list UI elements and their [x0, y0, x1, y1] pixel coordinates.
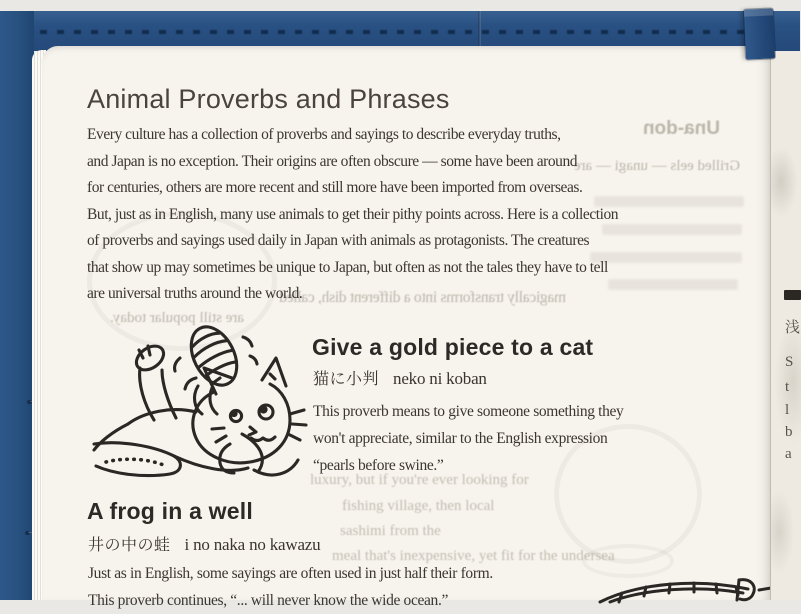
ghost-text-mirrored: Una-don [642, 118, 720, 139]
body-line: This proverb continues, “... will never know the wide ocean.” [88, 592, 449, 609]
motion-mark [250, 356, 257, 364]
cat-koban-illustration [92, 316, 304, 488]
intro-line: are universal truths around the world. [87, 285, 303, 302]
intro-line: of proverbs and sayings used daily in Japan with animals as protagonists. The creatures [87, 232, 590, 249]
well-illustration-fragment [598, 578, 773, 602]
ghost-bowl-base [582, 544, 674, 578]
intro-line: Every culture has a collection of proverbs and sayings to describe everyday truths, [87, 126, 561, 143]
ghost-text-mirrored: Grilled eels — unagi — are [573, 158, 740, 174]
proverb-heading-cat: Give a gold piece to a cat [312, 334, 594, 360]
page-title: Animal Proverbs and Phrases [87, 84, 450, 114]
proverb-body-cat [313, 398, 623, 479]
next-page-heading-fragment [784, 290, 801, 300]
intro-line: and Japan is no exception. Their origins are often obscure — some have been around [87, 152, 578, 170]
paw-pad-dots [106, 459, 166, 466]
cat-right-ear [262, 358, 286, 386]
body-line: won't appreciate, similar to the English expression [313, 430, 608, 447]
body-line: This proverb means to give someone something they [313, 403, 624, 420]
proverb-japanese-cat [313, 366, 487, 389]
next-page-text-fragment: 浅 [785, 320, 801, 336]
next-page-text-fragment: t [785, 379, 790, 395]
whisker [216, 436, 226, 442]
leather-cover-top-edge [0, 11, 800, 51]
whisker [212, 428, 224, 429]
intro-line: for centuries, others are more recent and still more have been imported from overseas. [87, 179, 583, 196]
romaji-text: i no naka no kawazu [184, 535, 321, 554]
pen-holder-strap [744, 8, 775, 59]
whisker [292, 424, 306, 425]
intro-line: that show up may sometimes be unique to Japan, but often as not the tales they have to tell [87, 258, 608, 276]
body-line: “pearls before swine.” [313, 457, 444, 474]
ghost-line-smudge [602, 224, 742, 235]
japanese-text: 井の中の蛙 [88, 537, 171, 554]
notebook-page [42, 46, 770, 609]
proverb-body-frog [88, 560, 493, 614]
next-page-text-fragment: S [785, 354, 794, 370]
ghost-text-mirrored: magically transforms into a different dish, called [279, 289, 566, 306]
proverb-japanese-frog [88, 532, 320, 555]
leather-cover-left-edge [0, 11, 34, 600]
ghost-text-showthrough: fishing village, then local [342, 498, 495, 514]
ghost-text-showthrough: sashimi from the [340, 523, 441, 539]
cat-nose [249, 427, 256, 435]
next-page-text-fragment: a [785, 446, 792, 462]
ghost-text-showthrough: meal that's inexpensive, yet fit for the undersea [332, 548, 615, 564]
body-line: Just as in English, some sayings are often used in just half their form. [88, 565, 493, 582]
proverb-heading-frog: A frog in a well [87, 498, 253, 524]
next-page-sliver [770, 52, 801, 600]
cat-mouth [251, 437, 275, 441]
motion-mark [243, 337, 252, 346]
intro-line: But, just as in English, many use animals to get their pithy points across. Here is a collection [87, 205, 619, 223]
japanese-text: 猫に小判 [313, 371, 380, 388]
ghost-text-mirrored: are still popular today. [110, 310, 244, 326]
whisker [290, 410, 304, 414]
romaji-text: neko ni koban [393, 369, 487, 388]
next-page-text-fragment: b [785, 424, 793, 440]
whisker [288, 434, 300, 440]
next-page-text-fragment: l [785, 402, 790, 418]
motion-mark [175, 358, 180, 371]
ghost-text-showthrough: luxury, but if you're ever looking for [310, 472, 529, 488]
ghost-line-smudge [608, 279, 738, 290]
cover-stitching [6, 30, 766, 34]
intro-paragraph [87, 122, 618, 308]
